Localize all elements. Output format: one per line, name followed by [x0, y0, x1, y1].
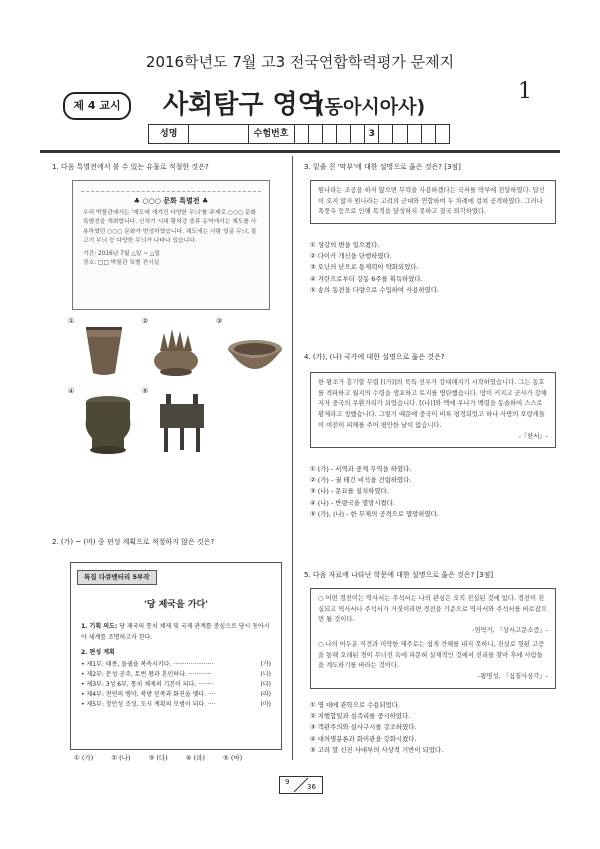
question-3-choices [310, 240, 550, 296]
documentary-tab: 특집 다큐멘터리 5부작 [77, 570, 157, 585]
choice-option[interactable]: ③ 객관주의와 실사구시를 강조하였다. [310, 723, 417, 732]
exam-no-cell [436, 125, 449, 143]
exam-no-digit: 3 [365, 125, 379, 143]
name-label: 성명 [149, 125, 189, 143]
exam-no-cell [393, 125, 407, 143]
page-total: 36 [307, 783, 316, 791]
choice-option[interactable]: ④ (나) - 반량국을 멸망시켰다. [310, 498, 395, 507]
choice-option[interactable]: ⑤ (마) [223, 754, 243, 762]
artifact-row-1 [68, 316, 283, 380]
notice-period: 기간: 2016년 7월 △일 ~ △일 [83, 251, 160, 258]
choice-5-label: ⑤ [142, 387, 149, 395]
page-counter [279, 776, 323, 794]
plan-item: • 제1부: 태종, 돌궐을 복속시키다. ····················· (가) [81, 660, 271, 668]
page-current: 9 [285, 778, 290, 786]
choice-option[interactable]: ③ (나) - 문묘를 설치하였다. [310, 487, 389, 496]
exam-no-cell [351, 125, 365, 143]
bronze-drum-image [80, 390, 136, 456]
choice-option[interactable]: ② 다이카 개신을 단행하였다. [310, 252, 392, 261]
student-info-row [148, 124, 450, 144]
page-number: 1 [518, 79, 532, 104]
exam-no-cell [309, 125, 323, 143]
planning-intent-text: 당 제국의 통치 체제 및 국제 관계를 중심으로 당시 동아시아 세계를 조명하고자 한다. [81, 623, 270, 641]
question-5-choices [310, 700, 550, 756]
name-field [189, 125, 248, 143]
artifact-row-2 [68, 386, 283, 458]
exam-no-cell [379, 125, 393, 143]
header-divider [40, 150, 560, 153]
painted-bowl-image [226, 326, 284, 381]
notice-perforation [81, 181, 261, 192]
choice-option[interactable]: ① (가) [74, 754, 94, 762]
passage-source: -『한서』- [518, 432, 548, 440]
subject-title: 사회탐구 영역 [163, 90, 323, 120]
notice-body: 우리 박물관에서는 '재도에 새겨진 다양한 무늬'를 주제로 ○○○ 문화 특별전을 개최합니다. 신석기 시대 황허강 중류 유역에서는 채도를 사용하였던 ○○○ 문화가 번성하였습니다. 채도에는 사람 얼굴 무늬, 물고기 무늬 등 다양한 무늬가 나타나 있습니다. [83, 210, 257, 244]
exhibition-notice [72, 180, 270, 310]
planning-intent-label: 1. 기획 의도: [81, 623, 118, 631]
choice-option[interactable]: ① (가) - 서역과 중계 무역을 하였다. [310, 465, 412, 473]
notice-place: 장소: □□ 박물관 특별 전시실 [83, 260, 160, 267]
choice-option[interactable]: ② 지행합일과 심즉리를 중시하였다. [310, 712, 411, 721]
choice-option[interactable]: ① 성강의 변을 일으켰다. [310, 241, 380, 249]
question-4-choices [310, 464, 550, 520]
question-2-stem: 2. (가) ~ (마) 중 편성 계획으로 적절하지 않은 것은? [52, 538, 215, 546]
choice-option[interactable]: ③ 오닌의 난으로 통제력이 약화되었다. [310, 263, 419, 272]
passage-1-source: -염약거, 『상서고문소증』- [472, 627, 548, 635]
choice-1-label: ① [68, 317, 75, 325]
plan-item: • 제4부: 전연의 맹약, 북방 민족과 화친을 맺다. ···· (라) [81, 691, 271, 699]
question-3-stem: 3. 밑줄 친 '막부'에 대한 설명으로 옳은 것은? [3점] [304, 163, 461, 171]
exam-no-cell [295, 125, 309, 143]
documentary-plan [70, 562, 282, 750]
plan-heading: 2. 편성 계획 [81, 648, 115, 656]
plan-item: • 제3부: 3성 6부, 통치 체제의 기본이 되다. ········ (다) [81, 680, 271, 688]
exam-title: 2016학년도 7월 고3 전국연합학력평가 문제지 [145, 53, 455, 71]
passage-text: 한 왕조가 흥기할 무렵 [(가)]의 묵특 선우가 강대해지기 시작하였습니다. 그는 동호를 격파하고 월지의 수령을 생포하고 토지를 병탄했습니다. 땅이 커지고 군사가 강해지자 중국의 우환거리가 되었습니다. [(나)]와 맥에 우나가 백령을 동솔하여 스스로 황제라고 칭했습니다. 그렇기 때문에 중국이 비록 평정되었고 하나 사방의 오랑캐들이 여전히 피해를 주어 평안한 날이 없습니다. [318, 379, 547, 429]
bronze-ding-vessel-image [152, 390, 212, 456]
question-1-stem: 1. 다음 특별전에서 볼 수 있는 유물로 적절한 것은? [52, 163, 209, 171]
choice-4-label: ④ [68, 387, 75, 395]
choice-option[interactable]: ④ 대의명분론과 화이관을 강화시켰다. [310, 734, 417, 743]
subject-subtitle: (동아시아사) [316, 96, 426, 118]
plan-item: • 제2부: 문성 공주, 토번 왕과 혼인하다. ············ (나) [81, 670, 271, 678]
choice-option[interactable]: ③ (다) [148, 754, 168, 762]
question-5-passage [310, 588, 556, 689]
exam-no-label: 수험번호 [249, 125, 295, 143]
choice-option[interactable]: ⑤ 고려 말 신진 사대부의 사상적 기반이 되었다. [310, 745, 444, 754]
choice-option[interactable]: ④ (라) [185, 754, 205, 762]
exam-no-cell [323, 125, 337, 143]
question-4-passage [310, 372, 556, 448]
passage-1: ○ 어떤 경전이는 역사서는 주석서는 나의 관심은 오직 진실된 것에 있다. 경전이 진실되고 역사서나 주석서가 거짓이라면 경전을 기준으로 역사서와 주석서를 바로잡으면 될 것이다. [318, 595, 547, 624]
exam-no-cell [408, 125, 422, 143]
exam-no-cell [422, 125, 436, 143]
choice-option[interactable]: ⑤ 송의 동전을 다량으로 수입하여 사용하였다. [310, 285, 440, 294]
question-3-passage: 원나라는 조공을 하지 않으면 무력을 사용하겠다는 국서를 막부에 전달하였다. 답신이 오지 않자 원나라는 고려의 군대와 연합하여 두 차례에 걸쳐 공격하였다. 그러나 폭풍우 등으로 인해 목적을 달성하지 못하고 결국 퇴각하였다. [310, 180, 556, 224]
choice-option[interactable]: ⑤ (가), (나) - 한 무제의 공격으로 멸망하였다. [310, 509, 439, 518]
pottery-figurine-image [150, 322, 202, 377]
question-5-stem: 5. 다음 자료에 나타난 학문에 대한 설명으로 옳은 것은? [3점] [304, 571, 494, 579]
exam-no-cell [337, 125, 351, 143]
plan-list [71, 660, 281, 711]
passage-2-source: -왕명성, 『십칠사상각』- [478, 672, 548, 680]
choice-option[interactable]: ④ 겨란으로부터 강동 6주를 획득하였다. [310, 274, 423, 283]
choice-option[interactable]: ② (나) [111, 754, 131, 762]
choice-option[interactable]: ② (가) - 궐 테긴 비석을 건립하였다. [310, 476, 412, 485]
question-4-stem: 4. (가), (나) 국가에 대한 설명으로 옳은 것은? [304, 353, 445, 361]
choice-3-label: ③ [216, 317, 223, 325]
question-2-choices [74, 754, 242, 763]
choice-option[interactable]: ① 명 대에 관학으로 수용되었다. [310, 701, 400, 709]
period-badge: 제 4 교시 [63, 92, 131, 120]
planning-intent [71, 622, 281, 642]
documentary-title: '당 제국을 가다' [144, 600, 208, 611]
choice-2-label: ② [142, 317, 149, 325]
column-divider [292, 156, 293, 760]
passage-2: ○ 나의 어두운 식견과 미약한 재주로는 쉽게 견해를 내지 못하니, 진실로 헛된 고증을 통해 오래된 경이 무너진 옥에 파문혀 실제적인 것에서 진리를 찾아 후에 사람들을 계도하기를 바라는 것이다. [318, 640, 545, 670]
plan-item: • 제5부: 장안성 조성, 도시 계획의 모범이 되다. ···· (마) [81, 701, 271, 709]
earthenware-cup-image [78, 322, 130, 377]
notice-title: ♣ ○○○ 문화 특별전 ♣ [133, 197, 209, 205]
